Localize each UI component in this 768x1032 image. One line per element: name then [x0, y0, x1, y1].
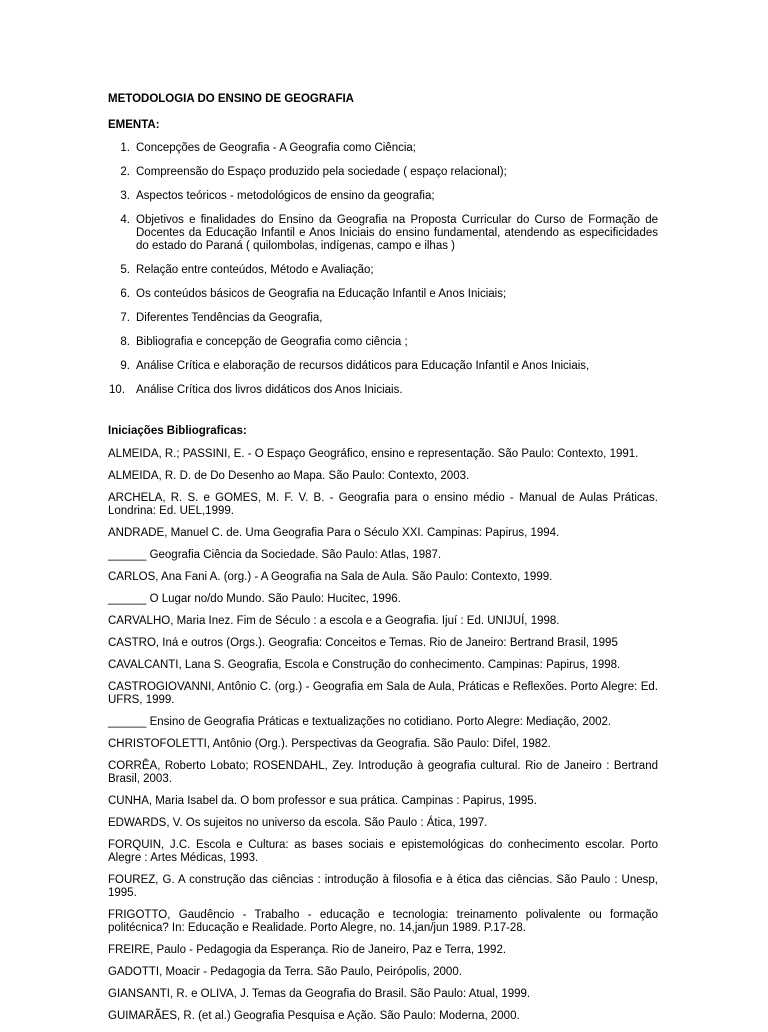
reference-item: ANDRADE, Manuel C. de. Uma Geografia Para o Século XXI. Campinas: Papirus, 1994.: [108, 527, 560, 539]
item-number: 4.: [120, 214, 130, 226]
item-text: Concepções de Geografia - A Geografia como Ciência;: [136, 142, 416, 154]
item-text: Diferentes Tendências da Geografia,: [136, 312, 323, 324]
item-text: Objetivos e finalidades do Ensino da Geografia na Proposta Curricular do Curso de Formação de Docentes da Educação Infantil e Anos Iniciais do ensino fundamental, atendendo as especificidades do estado do Paraná ( quilombolas, indígenas, campo e ilhas ): [136, 214, 658, 252]
ementa-item: [108, 166, 658, 179]
ementa-list: [108, 142, 658, 397]
reference-item: GUIMARÃES, R. (et al.) Geografia Pesquisa e Ação. São Paulo: Moderna, 2000.: [108, 1010, 520, 1022]
ementa-item: [108, 360, 658, 373]
document-page: [108, 92, 658, 1032]
item-text: Relação entre conteúdos, Método e Avaliação;: [136, 264, 374, 276]
item-text: Os conteúdos básicos de Geografia na Educação Infantil e Anos Iniciais;: [136, 288, 507, 300]
reference-item: CUNHA, Maria Isabel da. O bom professor e sua prática. Campinas : Papirus, 1995.: [108, 795, 537, 807]
ementa-item: [108, 190, 658, 203]
reference-item: ALMEIDA, R.; PASSINI, E. - O Espaço Geográfico, ensino e representação. São Paulo: Contexto, 1991.: [108, 448, 639, 460]
reference-item: CHRISTOFOLETTI, Antônio (Org.). Perspectivas da Geografia. São Paulo: Difel, 1982.: [108, 738, 551, 750]
reference-item: CAVALCANTI, Lana S. Geografia, Escola e Construção do conhecimento. Campinas: Papirus, 1998.: [108, 659, 621, 671]
item-number: 1.: [120, 142, 130, 154]
document-title: METODOLOGIA DO ENSINO DE GEOGRAFIA: [108, 93, 354, 105]
ementa-item: [108, 142, 658, 155]
reference-item: FOUREZ, G. A construção das ciências : introdução à filosofia e à ética das ciências. São Paulo : Unesp, 1995.: [108, 874, 658, 899]
item-number: 5.: [120, 264, 130, 276]
item-number: 2.: [120, 166, 130, 178]
reference-item: CARLOS, Ana Fani A. (org.) - A Geografia na Sala de Aula. São Paulo: Contexto, 1999.: [108, 571, 553, 583]
reference-item: FREIRE, Paulo - Pedagogia da Esperança. Rio de Janeiro, Paz e Terra, 1992.: [108, 944, 507, 956]
ementa-item: [108, 384, 658, 397]
item-text: Análise Crítica e elaboração de recursos didáticos para Educação Infantil e Anos Iniciais,: [136, 360, 590, 372]
reference-item: ______ Geografia Ciência da Sociedade. São Paulo: Atlas, 1987.: [108, 549, 442, 561]
reference-item: GIANSANTI, R. e OLIVA, J. Temas da Geografia do Brasil. São Paulo: Atual, 1999.: [108, 988, 531, 1000]
reference-item: CASTRO, Iná e outros (Orgs.). Geografia: Conceitos e Temas. Rio de Janeiro: Bertrand Brasil, 1995: [108, 637, 618, 649]
reference-item: CARVALHO, Maria Inez. Fim de Século : a escola e a Geografia. Ijuí : Ed. UNIJUÍ, 1998.: [108, 615, 560, 627]
ementa-item: [108, 336, 658, 349]
ementa-heading: EMENTA:: [108, 119, 160, 131]
ementa-item: [108, 312, 658, 325]
item-text: Compreensão do Espaço produzido pela sociedade ( espaço relacional);: [136, 166, 507, 178]
reference-item: ______ Ensino de Geografia Práticas e textualizações no cotidiano. Porto Alegre: Mediação, 2002.: [108, 716, 612, 728]
reference-item: CASTROGIOVANNI, Antônio C. (org.) - Geografia em Sala de Aula, Práticas e Reflexões. Porto Alegre: Ed. UFRS, 1999.: [108, 681, 658, 706]
reference-item: GADOTTI, Moacir - Pedagogia da Terra. São Paulo, Peirópolis, 2000.: [108, 966, 462, 978]
item-number: 8.: [120, 336, 130, 348]
item-number: 9.: [120, 360, 130, 372]
item-text: Análise Crítica dos livros didáticos dos Anos Iniciais.: [136, 384, 403, 396]
item-number: 6.: [120, 288, 130, 300]
reference-item: ______ O Lugar no/do Mundo. São Paulo: Hucitec, 1996.: [108, 593, 401, 605]
reference-item: FORQUIN, J.C. Escola e Cultura: as bases sociais e epistemológicas do conhecimento escolar. Porto Alegre : Artes Médicas, 1993.: [108, 839, 658, 864]
reference-item: ALMEIDA, R. D. de Do Desenho ao Mapa. São Paulo: Contexto, 2003.: [108, 470, 470, 482]
item-number: 3.: [120, 190, 130, 202]
ementa-item: [108, 264, 658, 277]
reference-item: FRIGOTTO, Gaudêncio - Trabalho - educação e tecnologia: treinamento polivalente ou formação politécnica? In: Educação e Realidade. Porto Alegre, no. 14,jan/jun 1989. P.17-28.: [108, 909, 658, 934]
reference-item: CORRÊA, Roberto Lobato; ROSENDAHL, Zey. Introdução à geografia cultural. Rio de Janeiro : Bertrand Brasil, 2003.: [108, 760, 658, 785]
reference-list: [108, 448, 658, 1023]
reference-item: EDWARDS, V. Os sujeitos no universo da escola. São Paulo : Ática, 1997.: [108, 817, 488, 829]
bibliography-heading: Iniciações Bibliograficas:: [108, 425, 247, 437]
item-text: Bibliografia e concepção de Geografia como ciência ;: [136, 336, 408, 348]
item-number: 10.: [109, 384, 125, 396]
ementa-item: [108, 214, 658, 253]
reference-item: ARCHELA, R. S. e GOMES, M. F. V. B. - Geografia para o ensino médio - Manual de Aulas Práticas. Londrina: Ed. UEL,1999.: [108, 492, 658, 517]
item-text: Aspectos teóricos - metodológicos de ensino da geografia;: [136, 190, 435, 202]
ementa-item: [108, 288, 658, 301]
item-number: 7.: [120, 312, 130, 324]
